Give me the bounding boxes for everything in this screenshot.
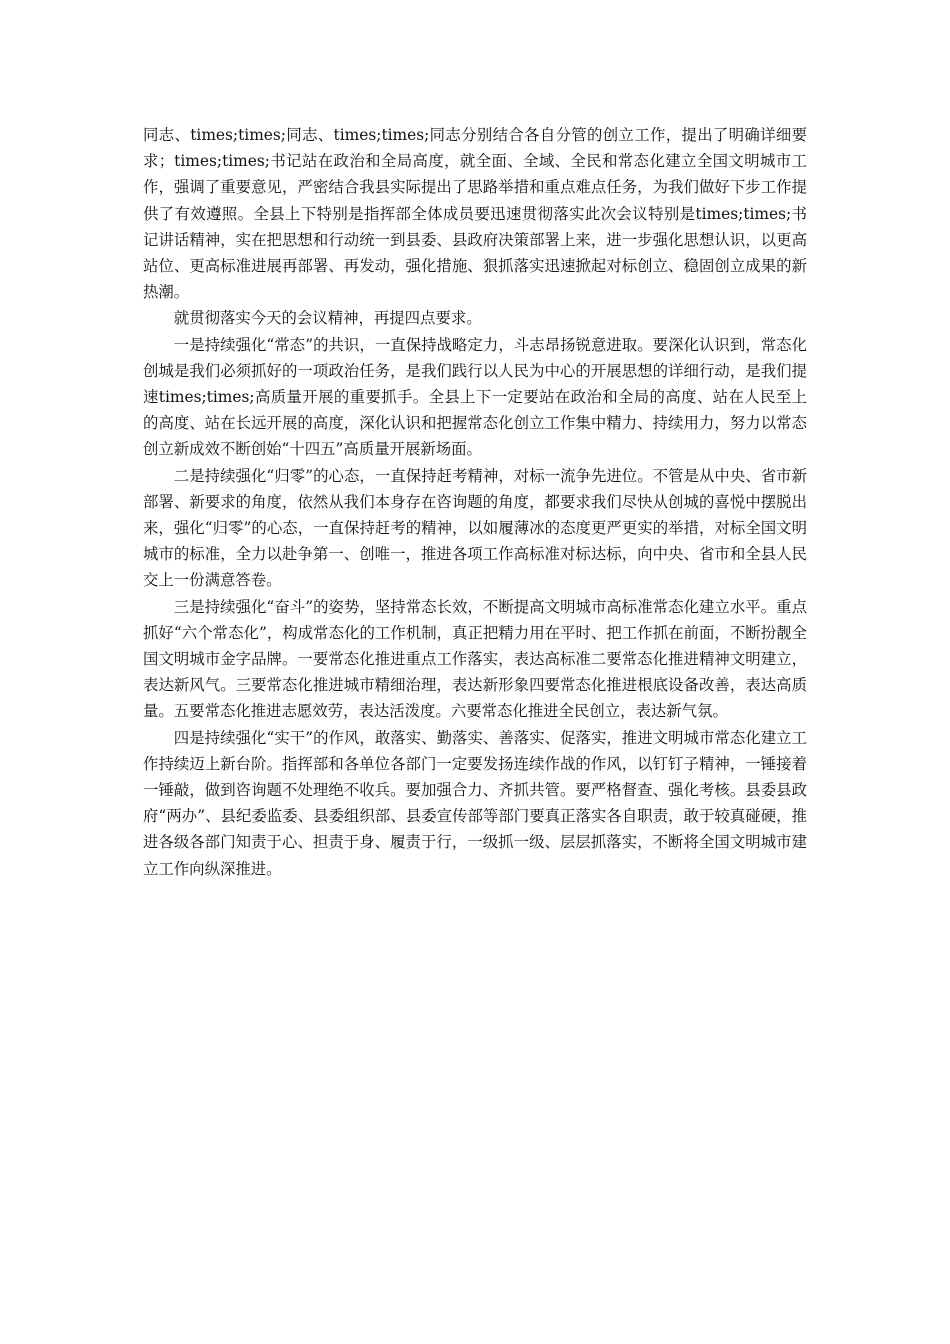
paragraph-point-one: 一是持续强化“常态”的共识，一直保持战略定力，斗志昂扬锐意进取。要深化认识到，常态化创城是我们必须抓好的一项政治任务，是我们践行以人民为中心的开展思想的详细行动，是我们提速times;times;高质量开展的重要抓手。全县上下一定要站在政治和全局的高度、站在人民至上的高度、站在长远开展的高度，深化认识和把握常态化创立工作集中精力、持续用力，努力以常态创立新成效不断创始“十四五”高质量开展新场面。 <box>143 335 807 459</box>
paragraph-point-two: 二是持续强化“归零”的心态，一直保持赶考精神，对标一流争先进位。不管是从中央、省市新部署、新要求的角度，依然从我们本身存在咨询题的角度，都要求我们尽快从创城的喜悦中摆脱出来，强化“归零”的心态，一直保持赶考的精神，以如履薄冰的态度更严更实的举措，对标全国文明城市的标准，全力以赴争第一、创唯一，推进各项工作高标准对标达标，向中央、省市和全县人民交上一份满意答卷。 <box>143 466 807 590</box>
paragraph-intro: 同志、times;times;同志、times;times;同志分别结合各自分管的创立工作，提出了明确详细要求；times;times;书记站在政治和全局高度，就全面、全域、全民和常态化建立全国文明城市工作，强调了重要意见，严密结合我县实际提出了思路举措和重点难点任务，为我们做好下步工作提供了有效遵照。全县上下特别是指挥部全体成员要迅速贯彻落实此次会议特别是times;times;书记讲话精神，实在把思想和行动统一到县委、县政府决策部署上来，进一步强化思想认识，以更高站位、更高标准进展再部署、再发动，强化措施、狠抓落实迅速掀起对标创立、稳固创立成果的新热潮。 <box>143 126 807 302</box>
paragraph-point-three: 三是持续强化“奋斗”的姿势，坚持常态长效，不断提高文明城市高标准常态化建立水平。重点抓好“六个常态化”，构成常态化的工作机制，真正把精力用在平时、把工作抓在前面，不断扮靓全国文明城市金字品牌。一要常态化推进重点工作落实，表达高标准二要常态化推进精神文明建立，表达新风气。三要常态化推进城市精细治理，表达新形象四要常态化推进根底设备改善，表达高质量。五要常态化推进志愿效劳，表达活泼度。六要常态化推进全民创立，表达新气氛。 <box>143 597 807 721</box>
paragraph-point-four: 四是持续强化“实干”的作风，敢落实、勤落实、善落实、促落实，推进文明城市常态化建立工作持续迈上新台阶。指挥部和各单位各部门一定要发扬连续作战的作风，以钉钉子精神，一锤接着一锤敲，做到咨询题不处理绝不收兵。要加强合力、齐抓共管。要严格督查、强化考核。县委县政府“两办”、县纪委监委、县委组织部、县委宣传部等部门要真正落实各自职责，敢于较真碰硬，推进各级各部门知责于心、担责于身、履责于行，一级抓一级、层层抓落实，不断将全国文明城市建立工作向纵深推进。 <box>143 728 807 878</box>
document-body <box>143 122 807 882</box>
paragraph-requirements-lead: 就贯彻落实今天的会议精神，再提四点要求。 <box>173 309 482 328</box>
